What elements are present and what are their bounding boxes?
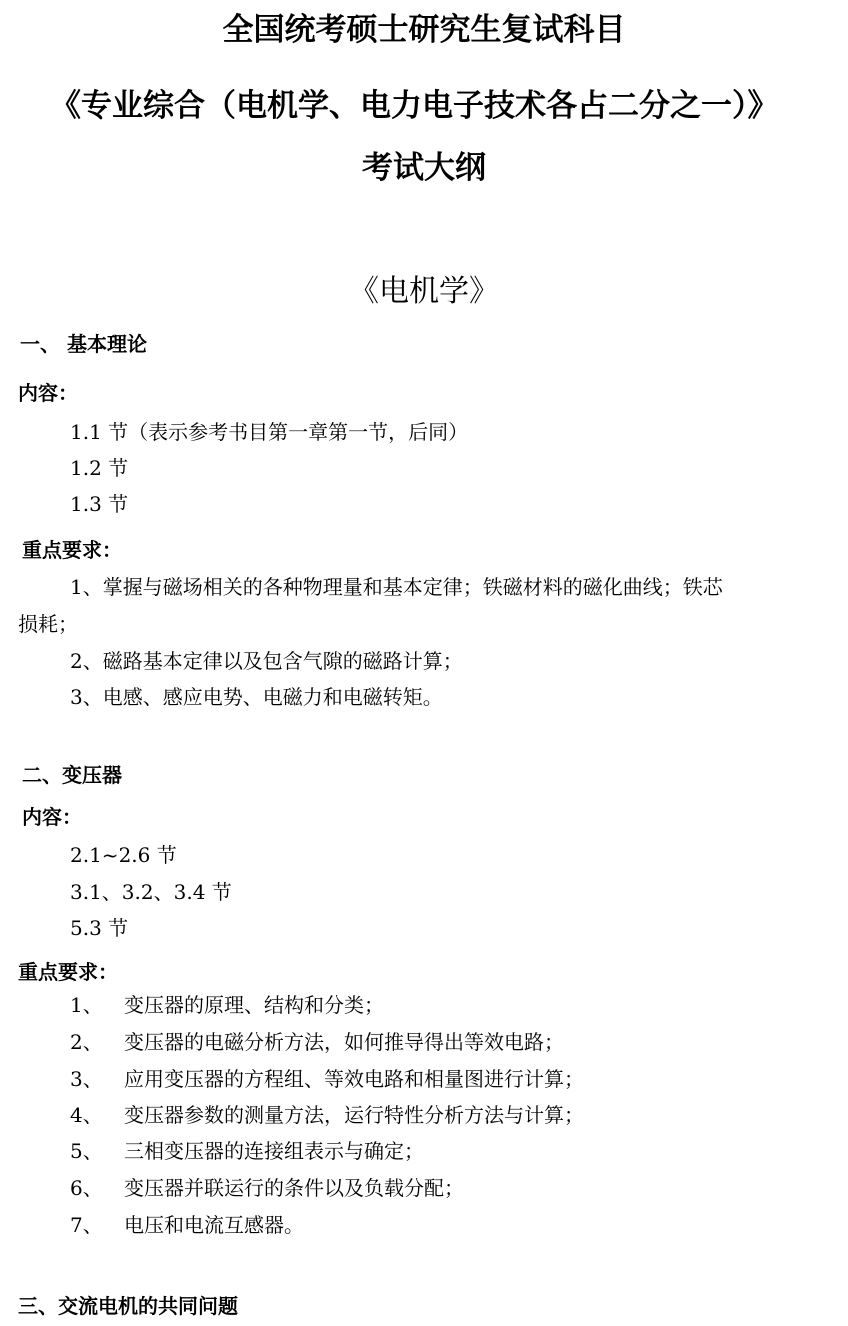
- req-item-text: 应用变压器的方程组、等效电路和相量图进行计算；: [124, 1067, 584, 1091]
- section1-content-item: 1.1 节（表示参考书目第一章第一节，后同）: [70, 420, 469, 444]
- section3-heading: 三、交流电机的共同问题: [18, 1294, 238, 1318]
- doc-title-line1: 全国统考硕士研究生复试科目: [222, 12, 626, 48]
- req-item-number: 4、: [70, 1103, 103, 1127]
- section1-req-item: 2、磁路基本定律以及包含气隙的磁路计算；: [70, 649, 463, 673]
- section1-heading: 一、 基本理论: [20, 332, 147, 356]
- section2-req-item: [70, 1135, 424, 1164]
- req-item-number: 5、: [70, 1139, 103, 1163]
- doc-title-line3: 考试大纲: [362, 150, 486, 186]
- req-item-text: 变压器的原理、结构和分类；: [124, 993, 384, 1017]
- section2-req-item: [70, 1099, 584, 1128]
- section1-req-item: 1、掌握与磁场相关的各种物理量和基本定律；铁磁材料的磁化曲线；铁芯: [70, 575, 723, 599]
- section2-content-item: 3.1、3.2、3.4 节: [70, 880, 232, 904]
- section1-req-label: 重点要求：: [22, 538, 122, 562]
- req-item-number: 1、: [70, 993, 103, 1017]
- section1-content-item: 1.3 节: [70, 492, 129, 516]
- req-item-text: 电压和电流互感器。: [124, 1213, 304, 1237]
- section1-content-item: 1.2 节: [70, 456, 129, 480]
- section1-req-item: 3、电感、感应电势、电磁力和电磁转矩。: [70, 685, 443, 709]
- section2-req-item: [70, 1063, 584, 1092]
- req-item-number: 6、: [70, 1176, 103, 1200]
- section1-content-label: 内容：: [18, 381, 78, 405]
- section2-req-label: 重点要求：: [18, 960, 118, 984]
- req-item-text: 三相变压器的连接组表示与确定；: [124, 1139, 424, 1163]
- req-item-number: 2、: [70, 1030, 103, 1054]
- book-title: 《电机学》: [349, 274, 499, 309]
- section2-content-label: 内容：: [22, 805, 82, 829]
- doc-title-line2: 《专业综合（电机学、电力电子技术各占二分之一）》: [50, 88, 779, 124]
- section2-req-item: [70, 1026, 564, 1055]
- section2-content-item: 5.3 节: [70, 916, 129, 940]
- req-item-text: 变压器参数的测量方法，运行特性分析方法与计算；: [124, 1103, 584, 1127]
- req-item-number: 7、: [70, 1213, 103, 1237]
- section2-req-item: [70, 1209, 304, 1238]
- section2-req-item: [70, 1172, 464, 1201]
- section2-heading: 二、变压器: [22, 763, 122, 787]
- req-item-number: 3、: [70, 1067, 103, 1091]
- section2-req-item: [70, 989, 384, 1018]
- section1-req-item-cont: 损耗；: [18, 612, 78, 636]
- req-item-text: 变压器的电磁分析方法，如何推导得出等效电路；: [124, 1030, 564, 1054]
- section2-content-item: 2.1~2.6 节: [70, 843, 177, 867]
- req-item-text: 变压器并联运行的条件以及负载分配；: [124, 1176, 464, 1200]
